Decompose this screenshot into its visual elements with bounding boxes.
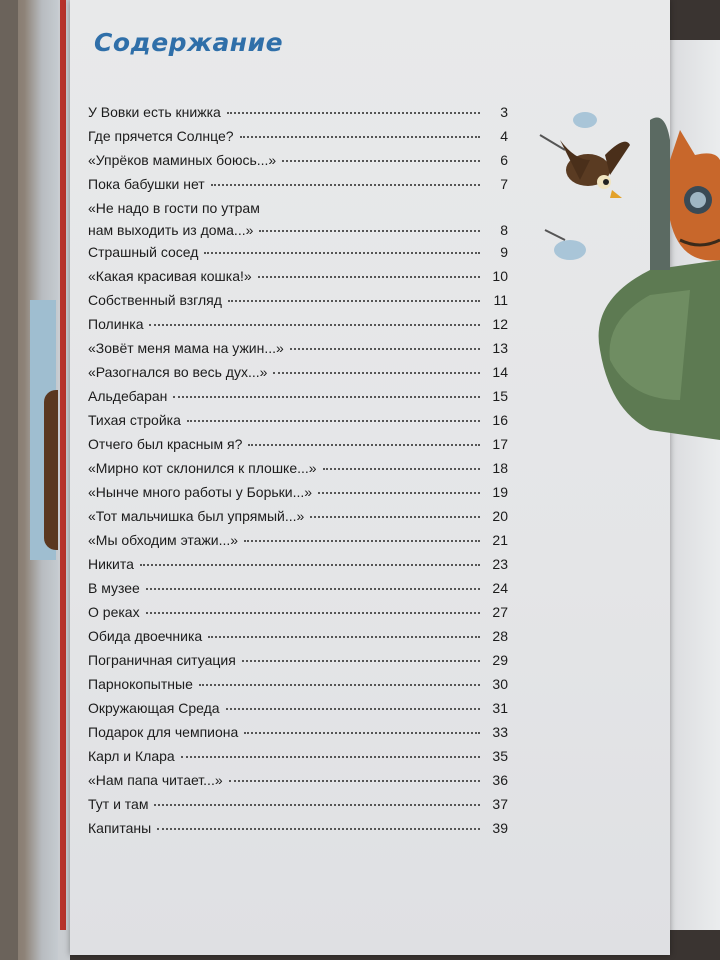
toc-entry-title: Парнокопытные: [88, 676, 193, 692]
table-of-contents: [88, 104, 508, 844]
leader-dots: [258, 276, 480, 278]
cat-and-bird-illustration: [530, 100, 720, 440]
toc-entry: [88, 748, 508, 772]
toc-entry-page: 36: [492, 772, 508, 788]
toc-entry-page: 31: [492, 700, 508, 716]
toc-entry: [88, 316, 508, 340]
toc-entry-page: 12: [492, 316, 508, 332]
toc-entry: [88, 556, 508, 580]
toc-entry-page: 24: [492, 580, 508, 596]
toc-entry-title: У Вовки есть книжка: [88, 104, 221, 120]
toc-entry-title: Полинка: [88, 316, 144, 332]
toc-entry: [88, 200, 508, 244]
toc-entry-title: Карл и Клара: [88, 748, 175, 764]
toc-entry: [88, 340, 508, 364]
toc-entry-title: «Упрёков маминых боюсь...»: [88, 152, 277, 168]
toc-entry: [88, 700, 508, 724]
toc-entry-title: Отчего был красным я?: [88, 436, 243, 452]
toc-entry-title: Обида двоечника: [88, 628, 203, 644]
toc-entry-title: Тихая стройка: [88, 412, 181, 428]
leader-dots: [154, 804, 480, 806]
toc-entry: [88, 652, 508, 676]
toc-entry-title: Альдебаран: [88, 388, 168, 404]
toc-entry: [88, 292, 508, 316]
toc-entry-page: 3: [500, 104, 508, 120]
toc-entry: [88, 412, 508, 436]
toc-entry-page: 30: [492, 676, 508, 692]
toc-entry-page: 15: [492, 388, 508, 404]
toc-entry: [88, 532, 508, 556]
leader-dots: [290, 348, 480, 350]
toc-entry-title: «Нынче много работы у Борьки...»: [88, 484, 313, 500]
toc-entry: [88, 128, 508, 152]
toc-entry: [88, 484, 508, 508]
leader-dots: [146, 612, 480, 614]
leader-dots: [242, 660, 480, 662]
leader-dots: [140, 564, 480, 566]
toc-entry-page: 17: [492, 436, 508, 452]
toc-entry-title: Пограничная ситуация: [88, 652, 236, 668]
leader-dots: [187, 420, 480, 422]
toc-entry-title: «Нам папа читает...»: [88, 772, 223, 788]
leader-dots: [146, 588, 480, 590]
toc-entry-title: «Разогнался во весь дух...»: [88, 364, 268, 380]
toc-entry-title: Никита: [88, 556, 134, 572]
leader-dots: [323, 468, 480, 470]
toc-entry-page: 39: [492, 820, 508, 836]
toc-entry: [88, 724, 508, 748]
toc-entry-page: 14: [492, 364, 508, 380]
toc-entry: [88, 508, 508, 532]
leader-dots: [240, 136, 480, 138]
leader-dots: [227, 112, 480, 114]
toc-entry: [88, 580, 508, 604]
toc-entry-page: 35: [492, 748, 508, 764]
toc-entry-title: «Мы обходим этажи...»: [88, 532, 239, 548]
toc-entry-page: 18: [492, 460, 508, 476]
toc-entry-title: Страшный сосед: [88, 244, 199, 260]
toc-entry: [88, 364, 508, 388]
toc-entry: [88, 244, 508, 268]
leader-dots: [282, 160, 480, 162]
toc-entry: [88, 796, 508, 820]
toc-entry: [88, 268, 508, 292]
toc-entry-title: «Тот мальчишка был упрямый...»: [88, 508, 305, 524]
toc-entry-title: О реках: [88, 604, 140, 620]
leader-dots: [208, 636, 480, 638]
toc-entry-title: «Не надо в гости по утрам: [88, 200, 260, 216]
toc-entry-title: Тут и там: [88, 796, 149, 812]
toc-entry: [88, 628, 508, 652]
toc-entry-page: 27: [492, 604, 508, 620]
leader-dots: [244, 540, 480, 542]
toc-entry: [88, 820, 508, 844]
toc-entry-page: 9: [500, 244, 508, 260]
toc-entry: [88, 436, 508, 460]
toc-entry-title: Пока бабушки нет: [88, 176, 205, 192]
toc-entry-page: 11: [493, 292, 508, 308]
toc-entry-page: 6: [500, 152, 508, 168]
leader-dots: [181, 756, 480, 758]
toc-entry-page: 21: [492, 532, 508, 548]
leader-dots: [259, 230, 480, 232]
leader-dots: [157, 828, 480, 830]
leader-dots: [318, 492, 480, 494]
leader-dots: [229, 780, 480, 782]
toc-entry-page: 13: [492, 340, 508, 356]
toc-entry-title: «Какая красивая кошка!»: [88, 268, 252, 284]
toc-entry: [88, 176, 508, 200]
toc-entry-page: 20: [492, 508, 508, 524]
leader-dots: [149, 324, 480, 326]
toc-entry-page: 10: [492, 268, 508, 284]
toc-entry-page: 33: [492, 724, 508, 740]
leader-dots: [199, 684, 480, 686]
toc-entry-title: «Мирно кот склонился к плошке...»: [88, 460, 317, 476]
toc-entry-page: 16: [492, 412, 508, 428]
toc-entry: [88, 104, 508, 128]
toc-entry-page: 29: [492, 652, 508, 668]
toc-entry-title: Капитаны: [88, 820, 152, 836]
leader-dots: [244, 732, 480, 734]
toc-entry-title: В музее: [88, 580, 140, 596]
toc-entry-page: 19: [492, 484, 508, 500]
leader-dots: [173, 396, 480, 398]
toc-entry-page: 8: [500, 222, 508, 238]
toc-entry-page: 23: [492, 556, 508, 572]
toc-entry: [88, 460, 508, 484]
leader-dots: [273, 372, 480, 374]
toc-entry-title: Подарок для чемпиона: [88, 724, 239, 740]
toc-entry-page: 4: [500, 128, 508, 144]
leader-dots: [204, 252, 480, 254]
toc-entry-title: Окружающая Среда: [88, 700, 220, 716]
toc-entry-title: Собственный взгляд: [88, 292, 222, 308]
toc-entry: [88, 772, 508, 796]
toc-entry: [88, 152, 508, 176]
toc-entry-title: Где прячется Солнце?: [88, 128, 234, 144]
toc-entry-page: 7: [500, 176, 508, 192]
toc-entry-page: 37: [492, 796, 508, 812]
toc-entry: [88, 388, 508, 412]
leader-dots: [310, 516, 480, 518]
leader-dots: [228, 300, 480, 302]
toc-entry-page: 28: [492, 628, 508, 644]
adjacent-book-spines: [0, 0, 70, 960]
leader-dots: [248, 444, 480, 446]
contents-heading: Содержание: [94, 28, 284, 57]
toc-entry-title-cont: нам выходить из дома...»: [88, 222, 254, 238]
leader-dots: [226, 708, 480, 710]
toc-entry-title: «Зовёт меня мама на ужин...»: [88, 340, 284, 356]
leader-dots: [211, 184, 480, 186]
toc-entry: [88, 604, 508, 628]
toc-entry: [88, 676, 508, 700]
